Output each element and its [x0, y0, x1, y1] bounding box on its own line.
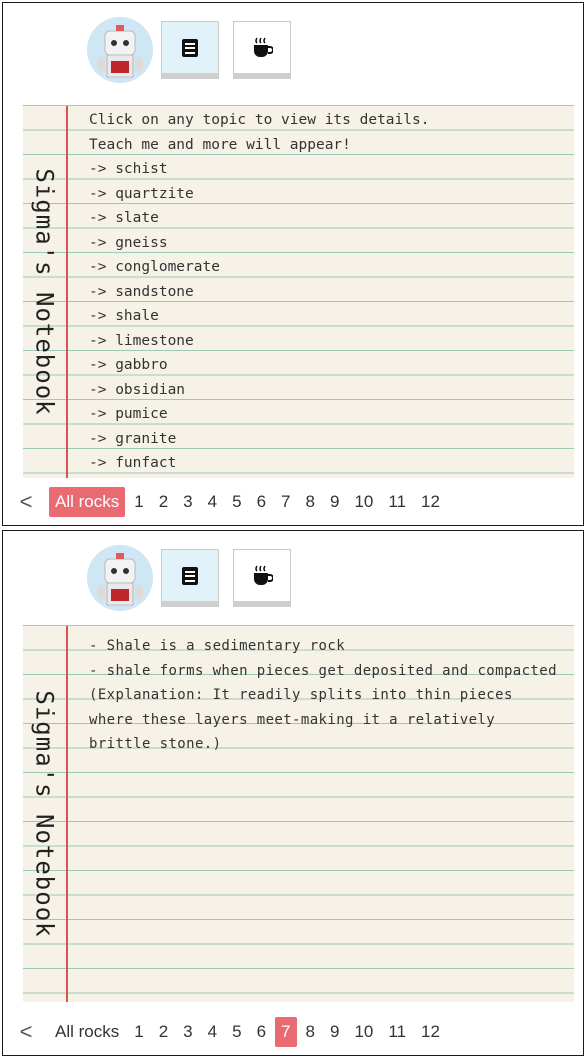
page-2[interactable]: 2	[158, 492, 169, 511]
pagination	[3, 479, 583, 525]
intro-line: Teach me and more will appear!	[89, 136, 351, 153]
notebook-page	[23, 105, 574, 478]
page-5[interactable]: 5	[232, 1022, 242, 1041]
detail-line: - Shale is a sedimentary rock	[89, 638, 346, 654]
page-4[interactable]: 4	[207, 1022, 218, 1041]
page-11[interactable]: 11	[388, 1022, 407, 1041]
page-2[interactable]: 2	[158, 1022, 169, 1041]
page-11[interactable]: 11	[388, 492, 407, 511]
topic-slate[interactable]: -> slate	[89, 210, 159, 226]
coffee-button[interactable]	[233, 21, 291, 79]
topic-schist[interactable]: -> schist	[89, 161, 168, 177]
page-12[interactable]: 12	[421, 1022, 440, 1041]
notebook-page	[23, 625, 574, 1002]
topic-funfact[interactable]: -> funfact	[89, 455, 177, 471]
topic-pumice[interactable]: -> pumice	[89, 406, 168, 422]
notebook-button[interactable]	[161, 549, 219, 607]
robot-avatar-icon[interactable]	[87, 17, 153, 83]
robot-avatar-icon[interactable]	[87, 545, 153, 611]
page-12[interactable]: 12	[421, 492, 440, 511]
detail-line: - shale forms when pieces get deposited and compacted (Explanation: It readily splits into thin pieces where these layers meet-making it a relatively brittle stone.)	[89, 662, 557, 752]
topic-quartzite[interactable]: -> quartzite	[89, 185, 194, 202]
notebook-button[interactable]	[161, 21, 219, 79]
topic-gneiss[interactable]: -> gneiss	[89, 234, 168, 251]
notebook-title-vertical: Sigma's Notebook	[30, 168, 59, 416]
prev-page-button[interactable]: <	[19, 489, 33, 514]
page-6[interactable]: 6	[256, 492, 267, 511]
notebook-title-vertical: Sigma's Notebook	[30, 690, 59, 938]
page-all-rocks[interactable]: All rocks	[49, 487, 125, 517]
intro-line: Click on any topic to view its details.	[89, 112, 430, 128]
page-3[interactable]: 3	[183, 492, 193, 511]
page-7[interactable]: 7	[275, 1017, 296, 1047]
topic-sandstone[interactable]: -> sandstone	[89, 283, 194, 300]
page-1[interactable]: 1	[134, 492, 144, 511]
page-5[interactable]: 5	[232, 492, 242, 511]
topic-gabbro[interactable]: -> gabbro	[89, 357, 168, 373]
notebook-detail-panel	[2, 530, 584, 1056]
coffee-cup-icon	[251, 565, 273, 587]
page-6[interactable]: 6	[256, 1022, 267, 1041]
margin-line	[66, 106, 68, 478]
page-7[interactable]: 7	[281, 492, 291, 511]
page-10[interactable]: 10	[354, 1022, 374, 1041]
page-4[interactable]: 4	[207, 492, 218, 511]
topic-shale[interactable]: -> shale	[89, 308, 159, 324]
topic-list	[89, 108, 564, 476]
page-3[interactable]: 3	[183, 1022, 193, 1041]
topic-granite[interactable]: -> granite	[89, 430, 177, 447]
topic-conglomerate[interactable]: -> conglomerate	[89, 259, 220, 275]
topic-detail	[89, 634, 564, 757]
toolbar	[3, 3, 583, 103]
page-all-rocks[interactable]: All rocks	[55, 1022, 120, 1041]
prev-page-button[interactable]: <	[19, 1019, 33, 1044]
topic-limestone[interactable]: -> limestone	[89, 332, 194, 349]
notebook-icon	[181, 566, 199, 586]
margin-line	[66, 626, 68, 1002]
toolbar	[3, 531, 583, 631]
notebook-icon	[181, 38, 199, 58]
page-8[interactable]: 8	[305, 492, 315, 511]
page-10[interactable]: 10	[354, 492, 374, 511]
pagination	[3, 1009, 583, 1055]
page-8[interactable]: 8	[305, 1022, 315, 1041]
page-9[interactable]: 9	[329, 492, 340, 511]
notebook-list-panel	[2, 2, 584, 526]
coffee-button[interactable]	[233, 549, 291, 607]
coffee-cup-icon	[251, 37, 273, 59]
page-9[interactable]: 9	[329, 1022, 340, 1041]
topic-obsidian[interactable]: -> obsidian	[89, 381, 186, 398]
page-1[interactable]: 1	[134, 1022, 144, 1041]
